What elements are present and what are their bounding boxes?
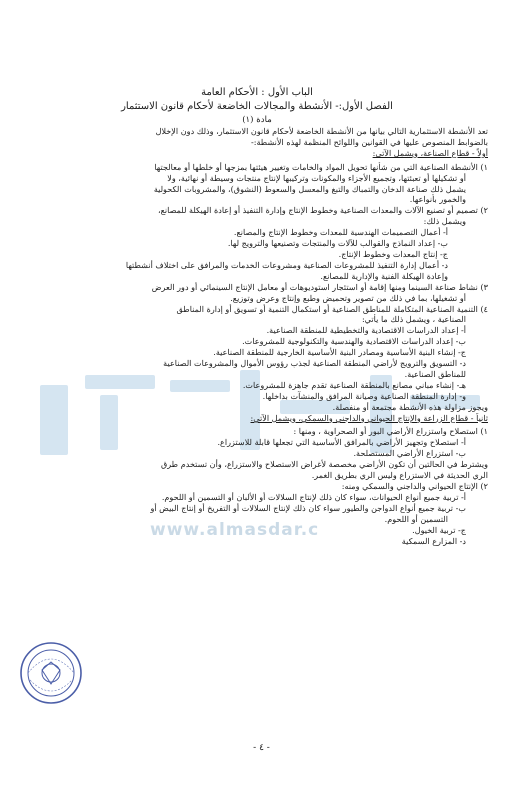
text-line: ويجوز مزاولة هذه الأنشطة مجتمعة أو منفصلة.: [332, 401, 488, 412]
text-line: والخمور بأنواعها.: [409, 194, 466, 205]
text-line: وإعادة الهيكلة الفنية والإدارية للمصانع.: [320, 270, 448, 281]
text-line: بالضوابط المنصوص عليها في القوانين واللوائح المنظمة لهذه الأنشطة:-: [251, 136, 488, 147]
text-line: الري الحديثة في الاستزراع وليس الري بطريق الغمر.: [311, 470, 488, 481]
text-line: أو تشغيلها، بما في ذلك من تصوير وتحميض وطبع وإنتاج وعرض وتوزيع.: [230, 292, 466, 303]
chapter-title: الباب الأول : الأحكام العامة: [201, 87, 313, 98]
text-line: د- أعمال إدارة التنفيذ للمشروعات الصناعية ومشروعات الخدمات والمرافق على اختلاف أنشطتها: [125, 259, 448, 270]
text-line: أولاً - قطاع الصناعة، ويشمل الآتي:: [372, 147, 488, 158]
text-line: ٢) تصميم أو تصنيع الآلات والمعدات الصناعية وخطوط الإنتاج وإدارة التنفيذ أو إعادة الهيكلة للمصانع،: [157, 205, 488, 216]
text-line: ويشترط في الحالتين أن تكون الأراضي مخصصة لأغراض الاستصلاح والاستزراع، وأن تستخدم طرق: [160, 459, 488, 470]
text-line: ٣) نشاط صناعة السينما ومنها إقامة أو استئجار استوديوهات أو معامل الإنتاج السينمائي أو دور العرض: [151, 281, 488, 292]
text-line: ١) استصلاح واستزراع الأراضي البور أو الصحراوية ، ومنها :: [293, 426, 488, 437]
text-line: ج- إنشاء البنية الأساسية ومصادر البنية الأساسية الخارجية للمنطقة الصناعية.: [213, 347, 466, 358]
text-line: للمناطق الصناعية.: [404, 368, 466, 379]
text-line: أ- استصلاح وتجهيز الأراضي بالمرافق الأساسية التي تجعلها قابلة للاستزراع.: [217, 437, 466, 448]
text-line: هـ- إنشاء مباني مصانع بالمنطقة الصناعية تقدم جاهزة للمشروعات.: [242, 379, 466, 390]
text-line: التسمين أو اللحوم.: [384, 513, 448, 524]
text-line: أ- أعمال التصميمات الهندسية للمعدات وخطوط الإنتاج والمصانع.: [233, 227, 448, 238]
section-title: الفصل الأول:- الأنشطة والمجالات الخاضعة لأحكام قانون الاستثمار: [121, 101, 393, 112]
article-heading: مادة (١): [242, 115, 272, 125]
text-line: ج- تربية الخيول.: [412, 524, 466, 535]
text-line: تعد الأنشطة الاستثمارية التالي بيانها من الأنشطة الخاضعة لأحكام قانون الاستثمار، وذلك دون الإخلال: [155, 126, 488, 136]
text-line: ١) الأنشطة الصناعية التي من شأنها تحويل المواد والخامات وتغيير هيئتها بمزجها أو خلطها أو معالجتها: [154, 161, 488, 172]
article-text: [26, 126, 488, 546]
text-line: و- إدارة المنطقة الصناعية وصيانة المرافق والمنشآت بداخلها.: [262, 390, 466, 401]
text-line: أو تشكيلها أو تعبئتها، وتجميع الأجزاء والمكونات وتركيبها لإنتاج منتجات وسيطة أو نهائية، ولا: [167, 172, 466, 183]
official-seal: [18, 640, 84, 706]
document-body: [26, 86, 488, 546]
text-line: ج- إنتاج المعدات وخطوط الإنتاج.: [338, 248, 448, 259]
text-line: أ- تربية جميع أنواع الحيوانات، سواء كان ذلك لإنتاج السلالات أو الألبان أو التسمين أو اللحوم.: [161, 491, 466, 502]
text-line: ب- استزراع الأراضي المستصلحة.: [353, 448, 466, 459]
text-line: الصناعية ، ويشمل ذلك ما يأتي:: [361, 314, 466, 325]
page-number: - ٤ -: [253, 743, 270, 753]
text-line: ويشمل ذلك:: [423, 216, 466, 227]
text-line: يشمل ذلك صناعة الدخان والتمباك والتبغ والمعسل والسعوط (النشوق)، والمشروبات الكحولية: [153, 183, 466, 194]
text-line: ب- إعداد النماذج والقوالب للآلات والمنتجات وتصنيعها والترويج لها.: [227, 238, 448, 249]
text-line: ثانياً - قطاع الزراعة والإنتاج الحيواني والداجني والسمكي، ويشمل الآتي:: [250, 412, 488, 423]
text-line: د- المزارع السمكية: [401, 535, 466, 546]
text-line: أ- إعداد الدراسات الاقتصادية والتخطيطية للمنطقة الصناعية.: [266, 325, 466, 336]
text-line: ب- إعداد الدراسات الاقتصادية والهندسية والتكنولوجية للمشروعات.: [242, 336, 466, 347]
text-line: د- التسويق والترويج لأراضي المنطقة الصناعية لجذب رؤوس الأموال والمشروعات الصناعية: [163, 358, 466, 369]
watermark-url: www.almasdar.c: [150, 520, 320, 540]
text-line: ب- تربية جميع أنواع الدواجن والطيور سواء كان ذلك لإنتاج السلالات أو التفريخ أو إنتاج البيض أو: [150, 502, 466, 513]
text-line: ٤) التنمية الصناعية المتكاملة للمناطق الصناعية أو استكمال التنمية أو تسويق أو إدارة المناطق: [176, 303, 488, 314]
text-line: ٢) الإنتاج الحيواني والداجني والسمكي ومنه:: [341, 481, 488, 491]
